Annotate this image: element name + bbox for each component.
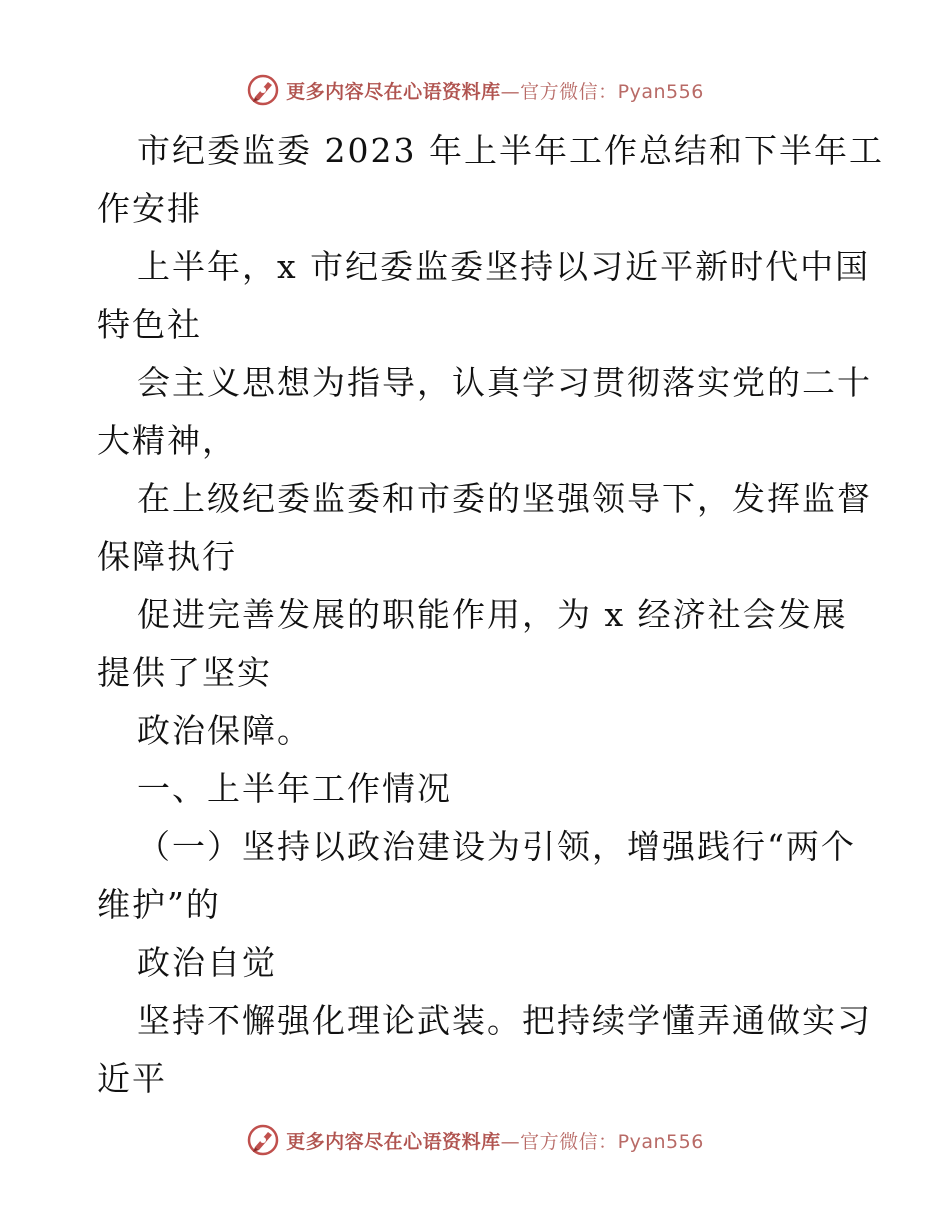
doc-line: 政治保障。	[137, 711, 312, 750]
banner-text	[286, 1127, 704, 1154]
doc-line: 在上级纪委监委和市委的坚强领导下，发挥监督	[137, 479, 872, 518]
doc-line: 上半年，x 市纪委监委坚持以习近平新时代中国	[137, 247, 871, 286]
doc-line: 市纪委监委 2023 年上半年工作总结和下半年工	[137, 131, 884, 170]
doc-line: 会主义思想为指导，认真学习贯彻落实党的二十	[137, 363, 872, 402]
doc-line: 保障执行	[97, 537, 237, 576]
pen-seal-icon	[246, 1123, 280, 1157]
doc-line: 作安排	[97, 189, 202, 228]
banner-contact-text: —官方微信：Pyan556	[500, 1130, 704, 1153]
doc-line: 近平	[97, 1059, 167, 1098]
header-banner	[0, 70, 950, 110]
doc-line: 坚持不懈强化理论武装。把持续学懂弄通做实习	[137, 1001, 872, 1040]
footer-banner	[0, 1120, 950, 1160]
doc-line: 一、上半年工作情况	[137, 769, 452, 808]
doc-line: 大精神，	[97, 421, 237, 460]
footer-banner-inner	[246, 1123, 704, 1157]
pen-seal-icon	[246, 73, 280, 107]
doc-line: 促进完善发展的职能作用，为 x 经济社会发展	[137, 595, 848, 634]
doc-line: 特色社	[97, 305, 202, 344]
doc-line: （一）坚持以政治建设为引领，增强践行“两个	[137, 827, 856, 866]
doc-line: 政治自觉	[137, 943, 277, 982]
banner-main-text: 更多内容尽在心语资料库	[286, 80, 501, 103]
banner-contact-text: —官方微信：Pyan556	[500, 80, 704, 103]
banner-text	[286, 77, 704, 104]
header-banner-inner	[246, 73, 704, 107]
doc-line: 提供了坚实	[97, 653, 272, 692]
banner-main-text: 更多内容尽在心语资料库	[286, 1130, 501, 1153]
document-body	[97, 122, 884, 1108]
doc-line: 维护”的	[97, 885, 221, 924]
